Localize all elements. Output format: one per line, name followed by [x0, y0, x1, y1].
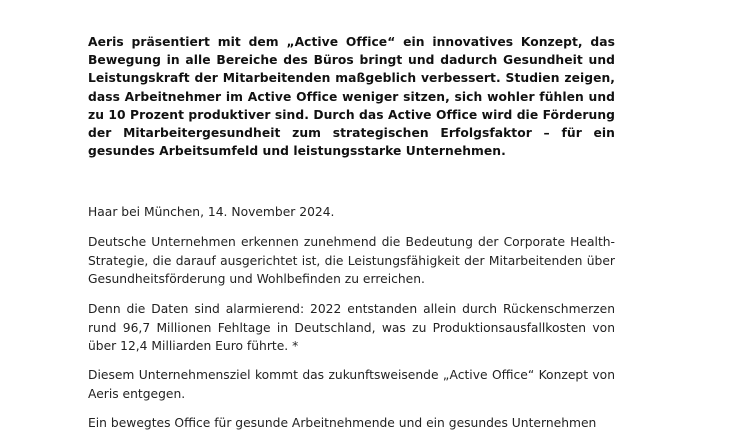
body-paragraph-2: Denn die Daten sind alarmierend: 2022 entstanden allein durch Rückenschmerzen rund 96,7 Millionen Fehltage in Deutschland, was zu Produktionsausfallkosten von über 12,4 Milliarden Euro führte. * — [88, 302, 615, 354]
body-paragraph-3: Diesem Unternehmensziel kommt das zukunftsweisende „Active Office“ Konzept von Aeris entgegen. — [88, 368, 615, 401]
lead-paragraph: Aeris präsentiert mit dem „Active Office“ ein innovatives Konzept, das Bewegung in alle Bereiche des Büros bringt und dadurch Gesundheit und Leistungskraft der Mitarbeitenden maßgeblich verbessert. Studien zeigen, dass Arbeitnehmer im Active Office weniger sitzen, sich wohler fühlen und zu 10 Prozent produktiver sind. Durch das Active Office wird die Förderung der Mitarbeitergesundheit zum strategischen Erfolgsfaktor – für ein gesundes Arbeitsumfeld und leistungsstarke Unternehmen. — [88, 35, 615, 159]
dateline: Haar bei München, 14. November 2024. — [88, 205, 335, 219]
body-paragraph-1: Deutsche Unternehmen erkennen zunehmend die Bedeutung der Corporate Health-Strategie, die darauf ausgerichtet ist, die Leistungsfähigkeit der Mitarbeitenden über Gesundheitsförderung und Wohlbefinden zu erreichen. — [88, 235, 615, 287]
body-paragraph-4: Ein bewegtes Office für gesunde Arbeitnehmende und ein gesundes Unternehmen — [88, 416, 597, 430]
